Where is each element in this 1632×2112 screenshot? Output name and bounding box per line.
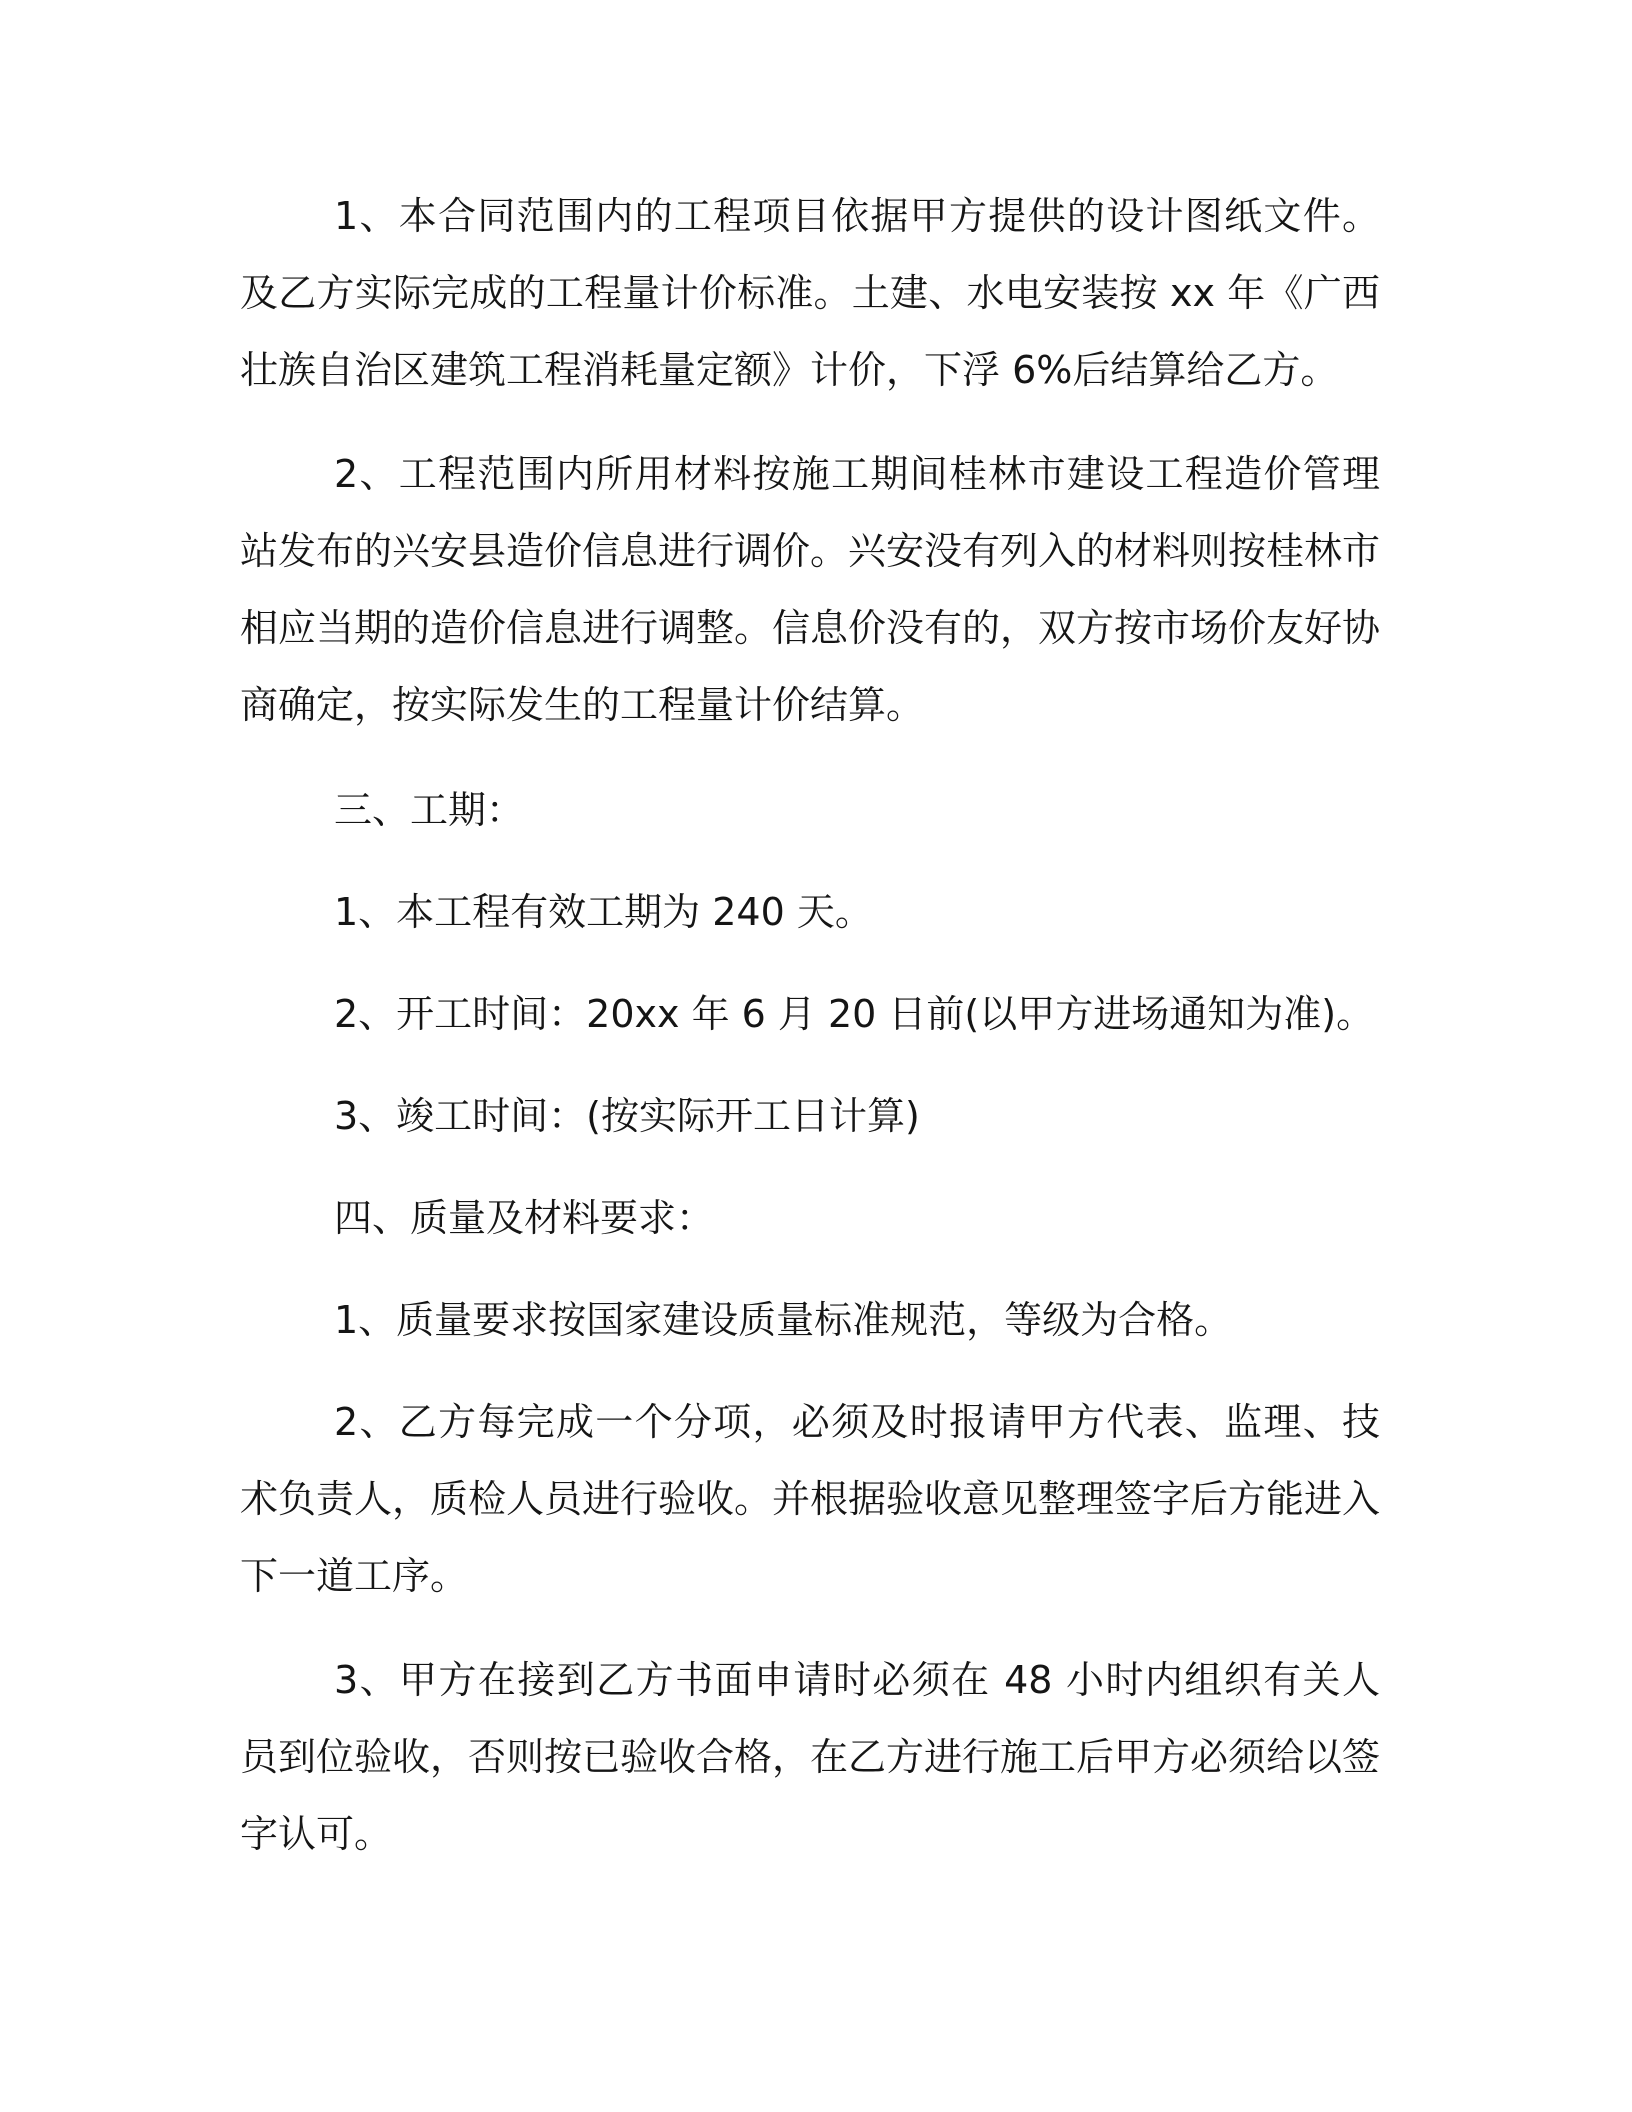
paragraph-material-price-adjustment: 2、工程范围内所用材料按施工期间桂林市建设工程造价管理站发布的兴安县造价信息进行调价。兴安没有列入的材料则按桂林市相应当期的造价信息进行调整。信息价没有的，双方按市场价友好协商确定，按实际发生的工程量计价结算。 <box>240 452 1381 727</box>
paragraph-pricing-standard: 1、本合同范围内的工程项目依据甲方提供的设计图纸文件。及乙方实际完成的工程量计价标准。土建、水电安装按 xx 年《广西壮族自治区建筑工程消耗量定额》计价，下浮 6%后结算给乙方。 <box>240 194 1380 392</box>
paragraph-inspection-procedure: 2、乙方每完成一个分项，必须及时报请甲方代表、监理、技术负责人，质检人员进行验收。并根据验收意见整理签字后方能进入下一道工序。 <box>240 1400 1381 1598</box>
section-heading-schedule: 三、工期： <box>334 788 525 832</box>
paragraph-start-date: 2、开工时间：20xx 年 6 月 20 日前(以甲方进场通知为准)。 <box>334 992 1375 1036</box>
paragraph-duration: 1、本工程有效工期为 240 天。 <box>334 890 873 934</box>
paragraph-quality-standard: 1、质量要求按国家建设质量标准规范，等级为合格。 <box>334 1298 1233 1342</box>
section-heading-quality-materials: 四、质量及材料要求： <box>334 1196 715 1240</box>
paragraph-inspection-deadline: 3、甲方在接到乙方书面申请时必须在 48 小时内组织有关人员到位验收，否则按已验收合格，在乙方进行施工后甲方必须给以签字认可。 <box>240 1658 1381 1856</box>
paragraph-completion-date: 3、竣工时间：(按实际开工日计算) <box>334 1094 920 1138</box>
